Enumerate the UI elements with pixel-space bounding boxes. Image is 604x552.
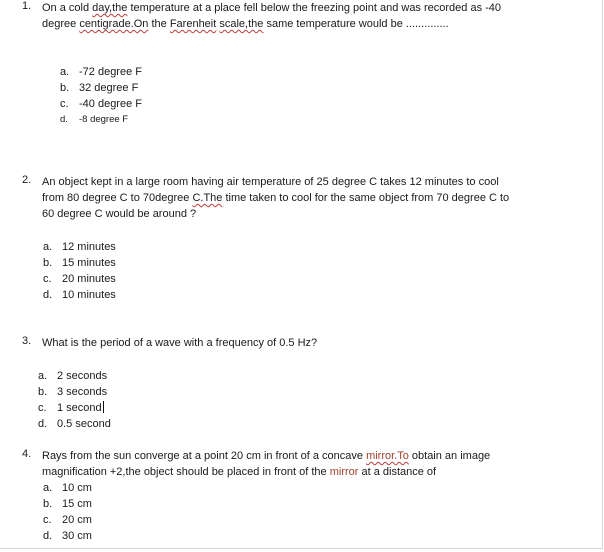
option-item[interactable]: b. 32 degree F bbox=[60, 82, 139, 94]
question-2-options bbox=[43, 239, 343, 303]
question-text bbox=[42, 174, 582, 222]
question-1-options bbox=[60, 64, 360, 128]
misspelled-word[interactable]: Farenheit bbox=[169, 18, 217, 30]
option-item[interactable]: a. 2 seconds bbox=[38, 370, 108, 382]
option-item[interactable]: c. 1 second bbox=[38, 402, 102, 414]
misspelled-word[interactable]: C.The bbox=[192, 192, 223, 204]
question-line: An object kept in a large room having air temperature of 25 degree C takes 12 minutes to cool bbox=[42, 176, 499, 188]
option-item[interactable]: d. -8 degree F bbox=[60, 114, 129, 125]
misspelled-word[interactable]: mirror.To bbox=[366, 450, 409, 462]
question-text bbox=[42, 448, 582, 480]
option-item[interactable]: d. 10 minutes bbox=[43, 289, 116, 301]
question-number: 4. bbox=[22, 448, 32, 460]
question-line: On a cold day,the temperature at a place fell below the freezing point and was recorded as -40 bbox=[42, 2, 502, 14]
option-item[interactable]: a. 12 minutes bbox=[43, 241, 116, 253]
misspelled-word[interactable]: scale,the bbox=[219, 18, 264, 30]
question-3-options bbox=[38, 368, 338, 432]
question-text bbox=[42, 0, 582, 32]
question-4-options bbox=[43, 480, 343, 544]
option-item[interactable]: b. 3 seconds bbox=[38, 386, 108, 398]
question-line: 60 degree C would be around ? bbox=[42, 208, 197, 220]
question-line: from 80 degree C to 70degree C.The time taken to cool for the same object from 70 degree C to bbox=[42, 192, 510, 204]
option-item[interactable]: b. 15 cm bbox=[43, 498, 92, 510]
highlighted-word: mirror bbox=[329, 466, 359, 478]
question-number: 1. bbox=[22, 0, 32, 12]
question-number: 3. bbox=[22, 335, 32, 347]
option-item[interactable]: a. 10 cm bbox=[43, 482, 92, 494]
question-number: 2. bbox=[22, 174, 32, 186]
question-line: degree centigrade.On the Farenheit scale,the same temperature would be .............. bbox=[42, 18, 449, 30]
option-item[interactable]: b. 15 minutes bbox=[43, 257, 116, 269]
question-line: magnification +2,the object should be placed in front of the mirror at a distance of bbox=[42, 466, 437, 478]
option-item[interactable]: c. -40 degree F bbox=[60, 98, 142, 110]
option-item[interactable]: a. -72 degree F bbox=[60, 66, 142, 78]
text-cursor bbox=[103, 401, 104, 413]
option-item[interactable]: c. 20 minutes bbox=[43, 273, 116, 285]
misspelled-word[interactable]: centigrade.On bbox=[79, 18, 149, 30]
question-text bbox=[42, 335, 582, 351]
option-item[interactable]: c. 20 cm bbox=[43, 514, 92, 526]
question-line: Rays from the sun converge at a point 20 cm in front of a concave mirror.To obtain an image bbox=[42, 450, 491, 462]
misspelled-word[interactable]: day,the bbox=[92, 2, 128, 14]
question-line: What is the period of a wave with a frequency of 0.5 Hz? bbox=[42, 337, 318, 349]
option-item[interactable]: d. 30 cm bbox=[43, 530, 92, 542]
option-item[interactable]: d. 0.5 second bbox=[38, 418, 111, 430]
